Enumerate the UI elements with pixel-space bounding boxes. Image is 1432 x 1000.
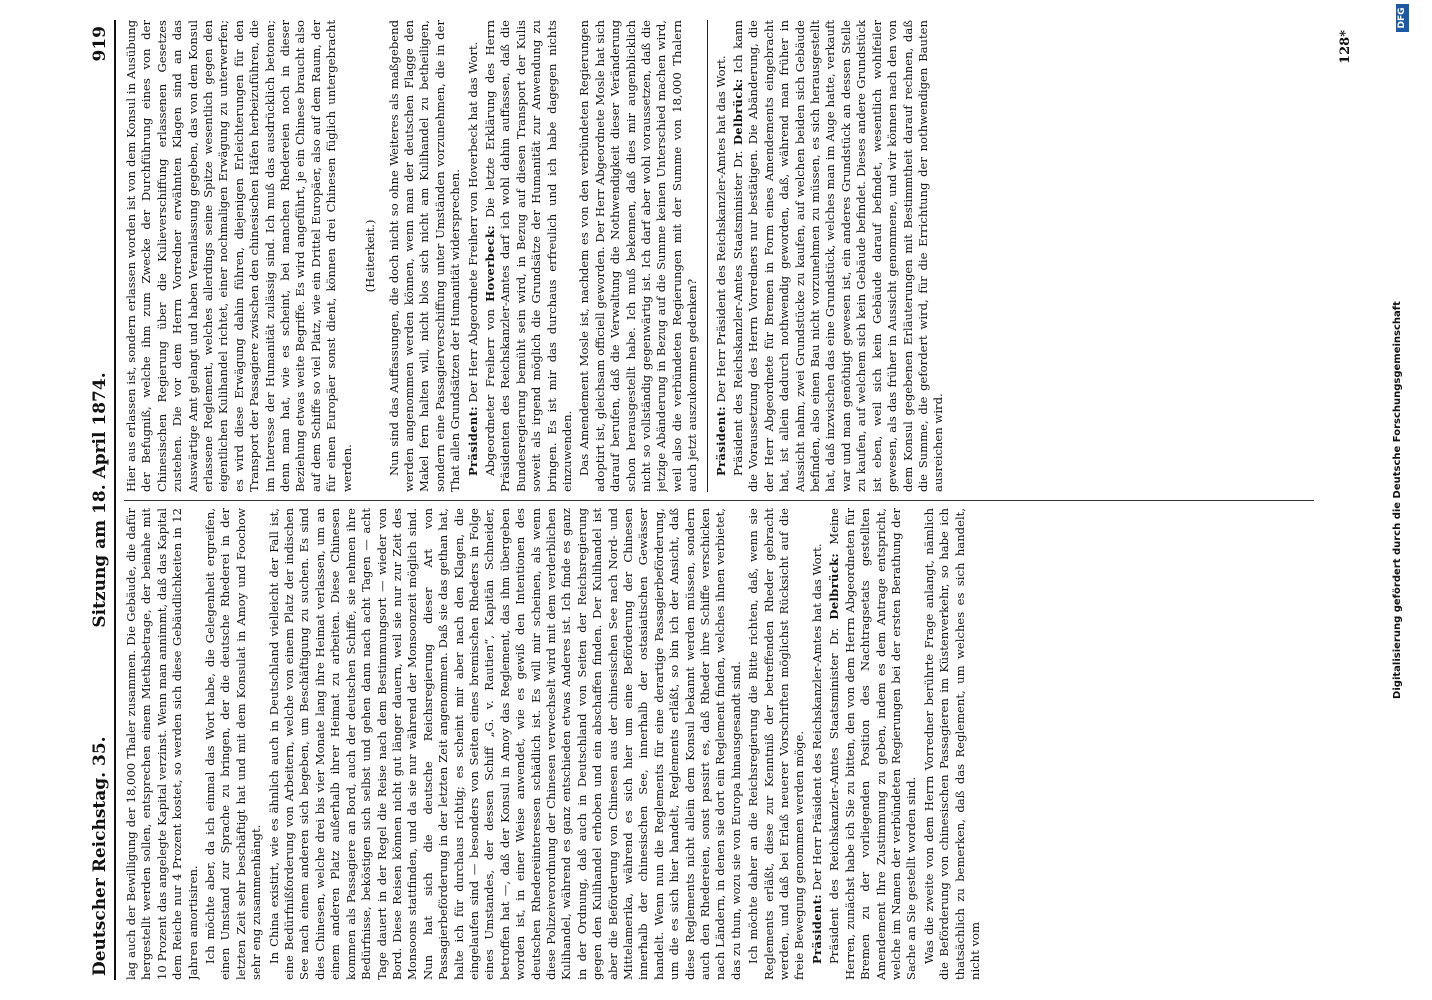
digitization-credit: Digitalisierung gefördert durch die Deutsche Forschungsgemeinschaft (1392, 301, 1403, 699)
paragraph: Nun sind das Auffassungen, die doch nicht so ohne Weiteres als maßgebend werden angenommen werden können, wenn man der deutschen Flagge den Makel fern halten will, nicht blos sich nicht am Kulihandel zu betheiligen, sondern eine Passagierverschiffung unter Umständen vorzunehmen, die in der That allen Grundsätzen der Humanität widersprechen. (386, 20, 463, 492)
paragraph: Was die zweite von dem Herrn Vorredner berührte Frage anlangt, nämlich die Beförderung von chinesischen Passagieren im Küstenverkehr, so habe ich thatsächlich zu bemerken, daß das Reglement, um welches es sich handelt, nicht vom (921, 508, 982, 980)
dfg-logo: DFG (1396, 4, 1409, 32)
speaker-paragraph: Abgeordneter Freiherr von Hoverbeck: Die letzte Erklärung des Herrn Präsidenten des Reichskanzler-Amtes darf ich wohl dahin auffassen, daß die Bundesregierung bemüht sein wird, in Bezug auf diesen Transport der Kulis soweit als irgend möglich die Grundsätze der Humanität zur Anwendung zu bringen. Es ist mir das durchaus erfreulich und ich habe dagegen nichts einzuwenden. (482, 20, 574, 492)
paragraph: Ich möchte daher an die Reichsregierung die Bitte richten, daß, wenn sie Reglements erläßt, diese zur Kenntniß der betreffenden Rheder gebracht werden, und daß bei Erlaß neuerer Vorschriften möglichst Rücksicht auf die freie Bewegung genommen werden möge. (746, 508, 807, 980)
section-rule (707, 20, 708, 492)
speaker-name: Delbrück: (731, 78, 746, 146)
paragraph: lag auch der Bewilligung der 18,000 Thaler zusammen. Die Gebäude, die dafür hergestellt werden sollen, entsprechen einem Miethsbetrage, der beinahe mit 10 Prozent das angelegte Kapital verzinst. Wenn man annimmt, daß das Kapital dem Reiche nur 4 Prozent kostet, so werden sich diese Gebäudlichkeiten in 12 Jahren amortisiren. (124, 508, 200, 980)
paragraph: Ich möchte aber, da ich einmal das Wort habe, die Gelegenheit ergreifen, einen Umstand zur Sprache zu bringen, der die deutsche Rhederei in der letzten Zeit sehr beschäftigt hat und mit dem Konsulat in Amoy und Foochow sehr eng zusammenhängt. (203, 508, 264, 980)
speaker-name: Präsident: (465, 406, 480, 476)
document-page (88, 20, 1408, 980)
header-session-date: Sitzung am 18. April 1874. (90, 372, 110, 628)
speaker-paragraph: Präsident des Reichskanzler-Amtes Staatsminister Dr. Delbrück: Ich kann die Voraussetzung des Herrn Vorredners nur bestätigen. Die Abänderung, die der Herr Abgeordnete für Bremen in Form eines Amendements eingebracht hat, ist allein dadurch nothwendig geworden, daß, während man früher in Aussicht nahm, zwei Grundstücke zu kaufen, auf welchen beiden sich Gebäude befinden, also einen Bau nicht vorzunehmen zu müssen, es sich herausgestellt hat, daß inzwischen das eine Grundstück, welches man im Auge hatte, verkauft war und man genöthigt gewesen ist, ein anderes Grundstück an dessen Stelle zu kaufen, auf welchem sich kein Gebäude befindet. Dieses andere Grundstück ist eben, weil sich kein Gebäude darauf befindet, wesentlich wohlfeiler gewesen, als das früher in Aussicht genommene, und wir können nach den von dem Konsul gegebenen Erläuterungen mit Bestimmtheit darauf rechnen, daß die Summe, die gefordert wird, für die Errichtung der nothwendigen Bauten ausreichen wird. (731, 20, 946, 492)
speaker-paragraph: Präsident: Der Herr Präsident des Reichskanzler-Amtes hat das Wort. (809, 543, 824, 964)
speaker-name: Delbrück: (827, 553, 842, 620)
signature-mark: 128* (1338, 30, 1353, 64)
header-left-title: Deutscher Reichstag. 35. (90, 736, 110, 976)
page-number: 919 (90, 26, 110, 62)
column-divider (124, 500, 1314, 501)
text-column-left (124, 508, 1324, 980)
speaker-name: Hoverbeck: (482, 225, 497, 302)
paragraph: Hier aus erlassen ist, sondern erlassen worden ist von dem Konsul in Ausübung der Befugniß, welche ihm zum Zwecke der Durchführung eines von der Chinesischen Regierung über die Kulieverschiffung erlassenen Gesetzes zustehen. Die vor dem Herrn Vorredner erwähnten Klagen sind an das Auswärtige Amt gelangt und haben Veranlassung gegeben, das von dem Konsul erlassene Reglement, welches allerdings seine Spitze wesentlich gegen den eigentlichen Kulihandel richtet, einer nochmaligen Erwägung zu unterwerfen; es wird diese Erwägung dahin führen, diejenigen Erleichterungen für den Transport der Passagiere zwischen den chinesischen Häfen herbeizuführen, die im Interesse der Humanität zulässig sind. Ich muß das ausdrücklich betonen; denn man hat, wie es scheint, bei manchen Rhedereien noch in dieser Beziehung etwas weite Begriffe. Es wird angeführt, je ein Chinese braucht also auf dem Schiffe so viel Platz, wie ein Drittel Europäer, also auf dem Raum, der für einen Europäer sonst dient, können drei Chinesen füglich untergebracht werden. (124, 20, 354, 492)
interjection: (Heiterkeit.) (363, 219, 378, 293)
speaker-name: Präsident: (809, 894, 824, 964)
page-header (88, 20, 116, 980)
paragraph: Das Amendement Mosle ist, nachdem es von den verbündeten Regierungen adoptirt ist, gleichsam officiell geworden. Der Herr Abgeordnete Mosle hat sich darauf berufen, daß die Verwaltung die Nothwendigkeit dieser Veränderung schon herausgestellt habe. Ich muß bekennen, daß dies mir augenblicklich nicht so vollständig gegenwärtig ist. Ich darf aber wohl voraussetzen, daß die jetzige Abänderung in Bezug auf die Summe keinen Unterschied machen wird, weil also die verbündeten Regierungen mit der Summe von 18,000 Thalern auch jetzt auszukommen gedenken? (577, 20, 700, 492)
speaker-name: Präsident: (713, 406, 728, 476)
speaker-paragraph: Präsident des Reichskanzler-Amtes Staatsminister Dr. Delbrück: Meine Herren, zunächst habe ich Sie zu bitten, den von dem Herrn Abgeordneten für Bremen zu der vorliegenden Position des Nachtragsetats gestellten Amendement Ihre Zustimmung zu geben, indem es dem Antrage entspricht, welche im Namen der verbündeten Regierungen bei der ersten Berathung der Sache an Sie gestellt worden sind. (827, 508, 919, 980)
speaker-paragraph: Präsident: Der Herr Abgeordnete Freiherr von Hoverbeck hat das Wort. (465, 41, 480, 476)
speaker-paragraph: Präsident: Der Herr Präsident des Reichskanzler-Amtes hat das Wort. (713, 55, 728, 476)
text-column-right (124, 20, 1324, 492)
paragraph: In China existirt, wie es ähnlich auch in Deutschland vielleicht der Fall ist, eine Bedürfnißforderung von Arbeitern, welche von einem Platz der indischen See nach einem anderen sich begeben, um Beschäftigung zu suchen. Es sind dies Chinesen, welche drei bis vier Monate lang ihre Heimat verlassen, um an einem anderen Platz außerhalb ihrer Heimat zu arbeiten. Diese Chinesen kommen als Passagiere an Bord, auch der deutschen Schiffe, sie nehmen ihre Bedürfnisse, beköstigen sich selbst und gehen dann nach acht Tagen — acht Tage dauert in der Regel die Reise nach dem Bestimmungsort — wieder von Bord. Diese Reisen können nicht gut länger dauern, weil sie nur zur Zeit des Monsoons stattfinden, und da sie nur während der Monsoonzeit möglich sind. Nun hat sich die deutsche Reichsregierung dieser Art von Passagierbeförderung in der letzten Zeit angenommen. Daß sie das gethan hat, halte ich für durchaus richtig; es scheint mir aber nach den Klagen, die eingelaufen sind — besonders von Seiten eines bremischen Rheders in Folge eines Umstandes, der dessen Schiff „G. v. Rautien“, Kapitän Schneider, betroffen hat —, daß der Konsul in Amoy das Reglement, das ihm übergeben worden ist, in einer Weise anwendet, wie es gewiß den Intentionen des deutschen Rhedereiinteressen schädlich ist. Es will mir scheinen, als wenn diese Polizeiverordnung der Chinesen verwechselt wird mit dem verderblichen Kulihandel, während es ganz entschieden etwas Anderes ist. Ich finde es ganz in der Ordnung, daß auch in Deutschland von Seiten der Reichsregierung gegen den Kulihandel erhoben und ein abschaffen finden. Der Kulihandel ist aber die Beförderung von Chinesen aus der chinesischen See nach Nord- und Mittelamerika, während es sich hier um eine Beförderung der Chinesen innerhalb der chinesischen See, innerhalb der ostasiatischen Gewässer handelt. Wenn nun die Reglements für eine derartige Passagierbeförderung, um die es sich hier handelt, Reglements erläßt, so bin ich der Ansicht, daß diese Reglements nicht allein dem Konsul bekannt werden müssen, sondern auch den Rhedereien, sonst passirt es, daß Rheder ihre Schiffe verschicken nach Ländern, in denen sie dort ein Reglement finden, welches ihnen verbietet, das zu thun, wozu sie von Europa hinausgesandt sind. (266, 508, 743, 980)
